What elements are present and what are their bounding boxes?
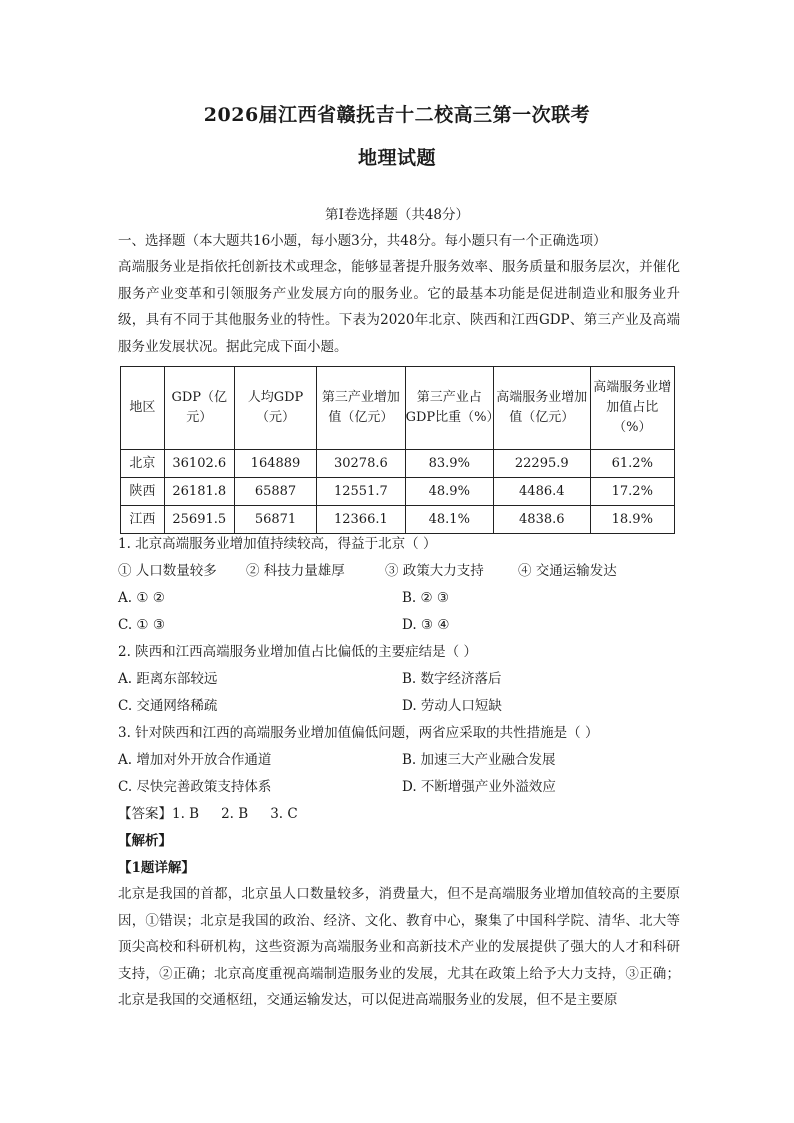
- exam-subtitle: 地理试题: [357, 147, 436, 169]
- q3-option-b: B. 加速三大产业融合发展: [402, 752, 556, 768]
- table-cell: 56871: [234, 506, 316, 534]
- answer-line: [118, 805, 320, 823]
- question-2-stem: 2. 陕西和江西高端服务业增加值占比偏低的主要症结是（ ）: [118, 644, 477, 660]
- table-cell: 18.9%: [590, 506, 674, 534]
- analysis-paragraph: 北京是我国的首都，北京虽人口数量较多，消费量大，但不是高端服务业增加值较高的主要原因，①错误；北京是我国的政治、经济、文化、教育中心，聚集了中国科学院、清华、北大等顶尖高校和科研机构，这些资源为高端服务业和高新技术产业的发展提供了强大的人才和科研支持，②正确；北京高度重视高端制造服务业的发展，尤其在政策上给予大力支持，③正确；北京是我国的交通枢纽，交通运输发达，可以促进高端服务业的发展，但不是主要原: [118, 886, 680, 1008]
- statement-2: ② 科技力量雄厚: [246, 563, 345, 579]
- table-header-cell: 第三产业增加值（亿元）: [317, 367, 405, 450]
- answer-item: 2. B: [221, 806, 249, 822]
- q1-option-b: B. ② ③: [402, 590, 449, 606]
- table-cell: 22295.9: [494, 450, 591, 478]
- intro-paragraph: 高端服务业是指依托创新技术或理念，能够显著提升服务效率、服务质量和服务层次，并催化服务产业变革和引领服务产业发展方向的服务业。它的最基本功能是促进制造业和服务业升级，具有不同于其他服务业的特性。下表为2020年北京、陕西和江西GDP、第三产业及高端服务业发展状况。据此完成下面小题。: [118, 259, 680, 355]
- q3-option-d: D. 不断增强产业外溢效应: [402, 779, 556, 795]
- table-cell: 12366.1: [317, 506, 405, 534]
- table-row: [121, 478, 675, 506]
- statement-3: ③ 政策大力支持: [385, 563, 484, 579]
- q1-option-d: D. ③ ④: [402, 617, 450, 633]
- statement-4: ④ 交通运输发达: [518, 563, 617, 579]
- table-cell: 65887: [234, 478, 316, 506]
- q2-option-d: D. 劳动人口短缺: [402, 698, 502, 714]
- table-cell: 48.1%: [405, 506, 493, 534]
- question-3-stem: 3. 针对陕西和江西的高端服务业增加值偏低问题，两省应采取的共性措施是（ ）: [118, 725, 599, 741]
- table-cell: 48.9%: [405, 478, 493, 506]
- analysis-label: 【解析】: [118, 833, 172, 849]
- table-cell: 83.9%: [405, 450, 493, 478]
- answer-item: 3. C: [270, 806, 298, 822]
- q1-option-a: A. ① ②: [118, 590, 165, 606]
- table-header-cell: GDP（亿元）: [164, 367, 234, 450]
- answer-label: 【答案】: [118, 806, 172, 822]
- q2-option-c: C. 交通网络稀疏: [118, 698, 218, 714]
- table-cell: 4486.4: [494, 478, 591, 506]
- q1-option-c: C. ① ③: [118, 617, 165, 633]
- table-cell: 36102.6: [164, 450, 234, 478]
- detail-label: 【1题详解】: [118, 860, 195, 876]
- table-cell: 61.2%: [590, 450, 674, 478]
- table-cell: 4838.6: [494, 506, 591, 534]
- table-row: [121, 450, 675, 478]
- question-1-stem: 1. 北京高端服务业增加值持续较高，得益于北京（ ）: [118, 536, 437, 552]
- part-instruction: 一、选择题（本大题共16小题，每小题3分，共48分。每小题只有一个正确选项）: [118, 233, 607, 249]
- table-cell: 陕西: [121, 478, 165, 506]
- data-table: [120, 366, 675, 534]
- table-row: [121, 506, 675, 534]
- q3-option-a: A. 增加对外开放合作通道: [118, 752, 272, 768]
- table-header-cell: 高端服务业增加值占比（%）: [590, 367, 674, 450]
- q3-option-c: C. 尽快完善政策支持体系: [118, 779, 272, 795]
- table-cell: 25691.5: [164, 506, 234, 534]
- table-cell: 30278.6: [317, 450, 405, 478]
- section-heading: 第Ⅰ卷选择题（共48分）: [324, 207, 469, 223]
- table-cell: 26181.8: [164, 478, 234, 506]
- table-cell: 北京: [121, 450, 165, 478]
- table-header-row: [121, 367, 675, 450]
- table-cell: 江西: [121, 506, 165, 534]
- answer-item: 1. B: [172, 806, 200, 822]
- q2-option-b: B. 数字经济落后: [402, 671, 502, 687]
- table-cell: 164889: [234, 450, 316, 478]
- exam-title: 2026届江西省赣抚吉十二校高三第一次联考: [203, 104, 591, 126]
- table-header-cell: 人均GDP（元）: [234, 367, 316, 450]
- table-header-cell: 高端服务业增加值（亿元）: [494, 367, 591, 450]
- table-cell: 17.2%: [590, 478, 674, 506]
- table-header-cell: 地区: [121, 367, 165, 450]
- q2-option-a: A. 距离东部较远: [118, 671, 218, 687]
- table-cell: 12551.7: [317, 478, 405, 506]
- table-header-cell: 第三产业占GDP比重（%）: [405, 367, 493, 450]
- statement-1: ① 人口数量较多: [118, 563, 217, 579]
